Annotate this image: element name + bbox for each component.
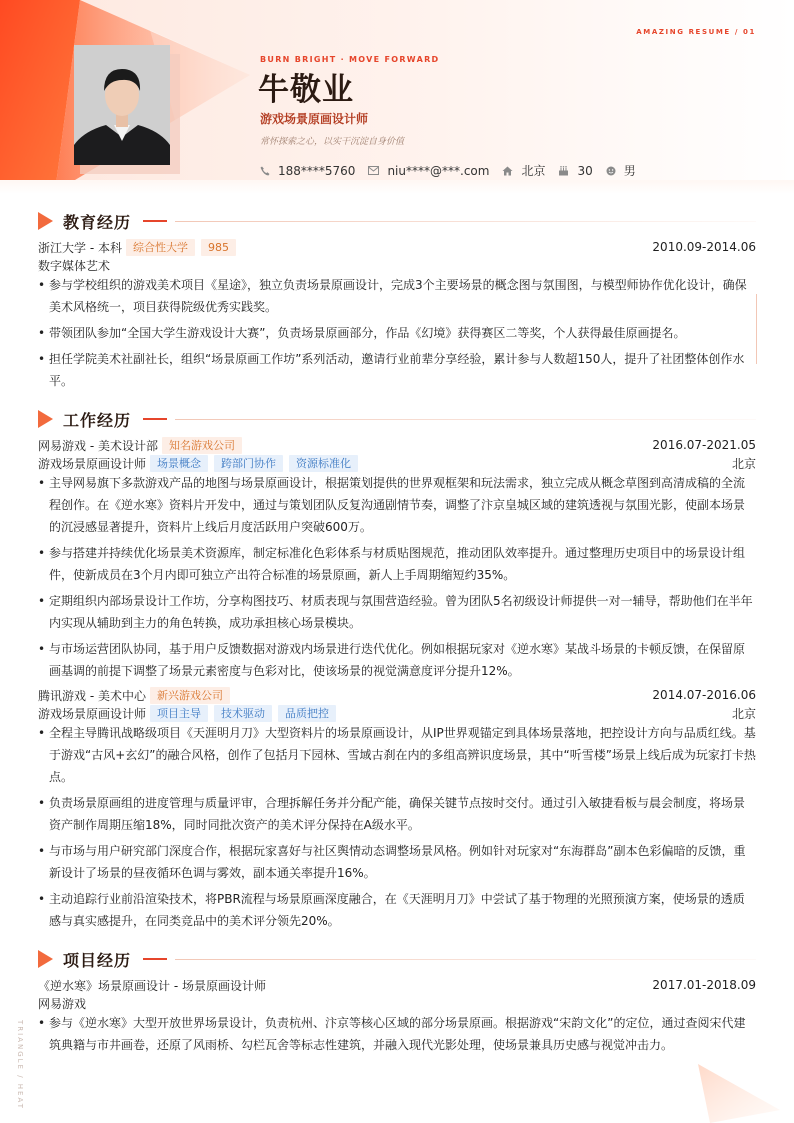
- education-date: 2010.09-2014.06: [652, 240, 756, 254]
- skill-tag: 项目主导: [150, 705, 208, 722]
- job-bullet: • 与市场与用户研究部门深度合作，根据玩家喜好与社区舆情动态调整场景风格。例如针对玩家对“东海群岛”副本色彩偏暗的反馈，重新设计了场景的昼夜循环色调与雾效，副本通关率提升16%。: [38, 840, 756, 884]
- section-triangle-icon: [38, 212, 53, 230]
- education-major-row: [38, 256, 756, 274]
- section-label: 项目经历: [63, 950, 132, 970]
- school-tag: 综合性大学: [126, 239, 195, 256]
- contact-gender: [606, 162, 636, 179]
- job-bullet: • 参与搭建并持续优化场景美术资源库，制定标准化色彩体系与材质贴图规范，推动团队效率提升。通过整理历史项目中的场景设计组件，使新成员在3个月内即可独立产出符合标准的场景原画，新人上手周期缩短约35%。: [38, 542, 756, 586]
- project-date: 2017.01-2018.09: [652, 978, 756, 992]
- project-bullet: • 参与《逆水寒》大型开放世界场景设计，负责杭州、汴京等核心区域的部分场景原画。根据游戏“宋韵文化”的定位，通过查阅宋代建筑典籍与市井画卷，还原了风雨桥、勾栏瓦舍等标志性建筑，并融入现代光影处理，使场景兼具历史感与视觉冲击力。: [38, 1012, 756, 1056]
- vertical-footer-text: TRIANGLE / HEAT: [16, 1020, 24, 1110]
- skill-tag: 跨部门协作: [214, 455, 283, 472]
- company-tag: 新兴游戏公司: [150, 687, 230, 704]
- section-label: 教育经历: [63, 212, 132, 232]
- contact-bar: [260, 162, 649, 179]
- section-label: 工作经历: [63, 410, 132, 430]
- section-dash: [143, 958, 167, 960]
- company-name: 腾讯游戏 - 美术中心: [38, 688, 146, 703]
- mail-icon: [368, 166, 379, 175]
- section-divider: [175, 959, 756, 960]
- job-position: 游戏场景原画设计师: [38, 706, 147, 721]
- job-location: 北京: [731, 706, 756, 721]
- education-bullet: • 带领团队参加“全国大学生游戏设计大赛”，负责场景原画部分，作品《幻境》获得赛区二等奖，个人获得最佳原画提名。: [38, 322, 756, 344]
- candidate-name: 牛敬业: [258, 72, 354, 108]
- job-date: 2014.07-2016.06: [652, 688, 756, 702]
- candidate-role: 游戏场景原画设计师: [260, 112, 369, 126]
- education-header-row: [38, 238, 756, 256]
- smile-icon: [606, 166, 616, 176]
- contact-email: [368, 164, 489, 178]
- email-address: niu****@***.com: [387, 163, 490, 178]
- home-icon: [502, 166, 513, 176]
- contact-city: [502, 162, 545, 179]
- job-bullet: • 定期组织内部场景设计工作坊，分享构图技巧、材质表现与氛围营造经验。曾为团队5名初级设计师提供一对一辅导，帮助他们在半年内实现从辅助到主力的角色转换，成功承担核心场景模块。: [38, 590, 756, 634]
- major: 数字媒体艺术: [38, 258, 111, 273]
- company-tag: 知名游戏公司: [162, 437, 242, 454]
- contact-age: [558, 164, 592, 178]
- job-position-row: [38, 454, 756, 472]
- gender: 男: [623, 164, 636, 178]
- project-name: 《逆水寒》场景原画设计 - 场景原画设计师: [38, 978, 266, 993]
- school-name: 浙江大学 - 本科: [38, 240, 122, 255]
- job-date: 2016.07-2021.05: [652, 438, 756, 452]
- resume-tag: AMAZING RESUME / 01: [636, 28, 756, 36]
- cake-icon: [558, 165, 569, 176]
- project-org: 网易游戏: [38, 996, 87, 1011]
- section-divider: [175, 419, 756, 420]
- job-position-row: [38, 704, 756, 722]
- skill-tag: 资源标准化: [289, 455, 358, 472]
- age: 30: [577, 163, 593, 178]
- job-bullet: • 全程主导腾讯战略级项目《天涯明月刀》大型资料片的场景原画设计，从IP世界观锚定到具体场景落地，把控设计方向与品质红线。基于游戏“古风+玄幻”的融合风格，创作了包括月下园林、雪域古刹在内的多组高辨识度场景，其中“听雪楼”场景上线后成为玩家打卡热点。: [38, 722, 756, 788]
- job-bullet: • 主动追踪行业前沿渲染技术，将PBR流程与场景原画深度融合，在《天涯明月刀》中尝试了基于物理的光照预演方案，使场景的透质感与真实感提升，在同类竞品中的美术评分领先20%。: [38, 888, 756, 932]
- education-bullet: • 参与学校组织的游戏美术项目《星途》，独立负责场景原画设计，完成3个主要场景的概念图与氛围图，与模型师协作优化设计，确保美术风格统一，项目获得院级优秀实践奖。: [38, 274, 756, 318]
- section-divider: [175, 221, 756, 222]
- section-dash: [143, 418, 167, 420]
- skill-tag: 品质把控: [278, 705, 336, 722]
- profile-photo: [74, 45, 170, 165]
- job-location: 北京: [731, 456, 756, 471]
- skill-tag: 技术驱动: [214, 705, 272, 722]
- section-triangle-icon: [38, 950, 53, 968]
- project-org-row: [38, 994, 756, 1012]
- section-education-title: [38, 210, 756, 232]
- job-bullet: • 负责场景原画组的进度管理与质量评审，合理拆解任务并分配产能，确保关键节点按时交付。通过引入敏捷看板与晨会制度，将场景资产制作周期压缩18%，同时同批次资产的美术评分保持在A级水平。: [38, 792, 756, 836]
- school-tag: 985: [201, 239, 236, 256]
- education-bullet: • 担任学院美术社副社长，组织“场景原画工作坊”系列活动，邀请行业前辈分享经验，累计参与人数超150人，提升了社团整体创作水平。: [38, 348, 756, 392]
- city: 北京: [521, 164, 546, 178]
- skill-tag: 场景概念: [150, 455, 208, 472]
- section-projects-title: [38, 948, 756, 970]
- project-header-row: [38, 976, 756, 994]
- section-triangle-icon: [38, 410, 53, 428]
- section-work-title: [38, 408, 756, 430]
- job-header-row: [38, 686, 756, 704]
- phone-number: 188****5760: [278, 163, 356, 178]
- header-fade: [0, 180, 794, 194]
- job-bullet: • 与市场运营团队协同，基于用户反馈数据对游戏内场景进行迭代优化。例如根据玩家对《逆水寒》某战斗场景的卡顿反馈，在保留原画基调的前提下调整了场景元素密度与色彩对比，使该场景的视觉满意度评分提升12%。: [38, 638, 756, 682]
- candidate-motto: 常怀探索之心，以实干沉淀自身价值: [260, 137, 405, 147]
- job-header-row: [38, 436, 756, 454]
- phone-icon: [260, 166, 270, 176]
- header-tagline: BURN BRIGHT · MOVE FORWARD: [260, 55, 440, 64]
- contact-phone: [260, 164, 355, 178]
- decorative-side-line: [756, 294, 757, 364]
- job-bullet: • 主导网易旗下多款游戏产品的地图与场景原画设计，根据策划提供的世界观框架和玩法需求，独立完成从概念草图到高清成稿的全流程创作。在《逆水寒》资料片开发中，通过与策划团队反复沟通剧情节奏，调整了汴京皇城区域的建筑透视与氛围光影，使副本场景的沉浸感显著提升，资料片上线后月度活跃用户突破600万。: [38, 472, 756, 538]
- company-name: 网易游戏 - 美术设计部: [38, 438, 158, 453]
- job-position: 游戏场景原画设计师: [38, 456, 147, 471]
- portrait-image: [74, 45, 170, 165]
- corner-triangle-decoration: [690, 1060, 794, 1123]
- section-dash: [143, 220, 167, 222]
